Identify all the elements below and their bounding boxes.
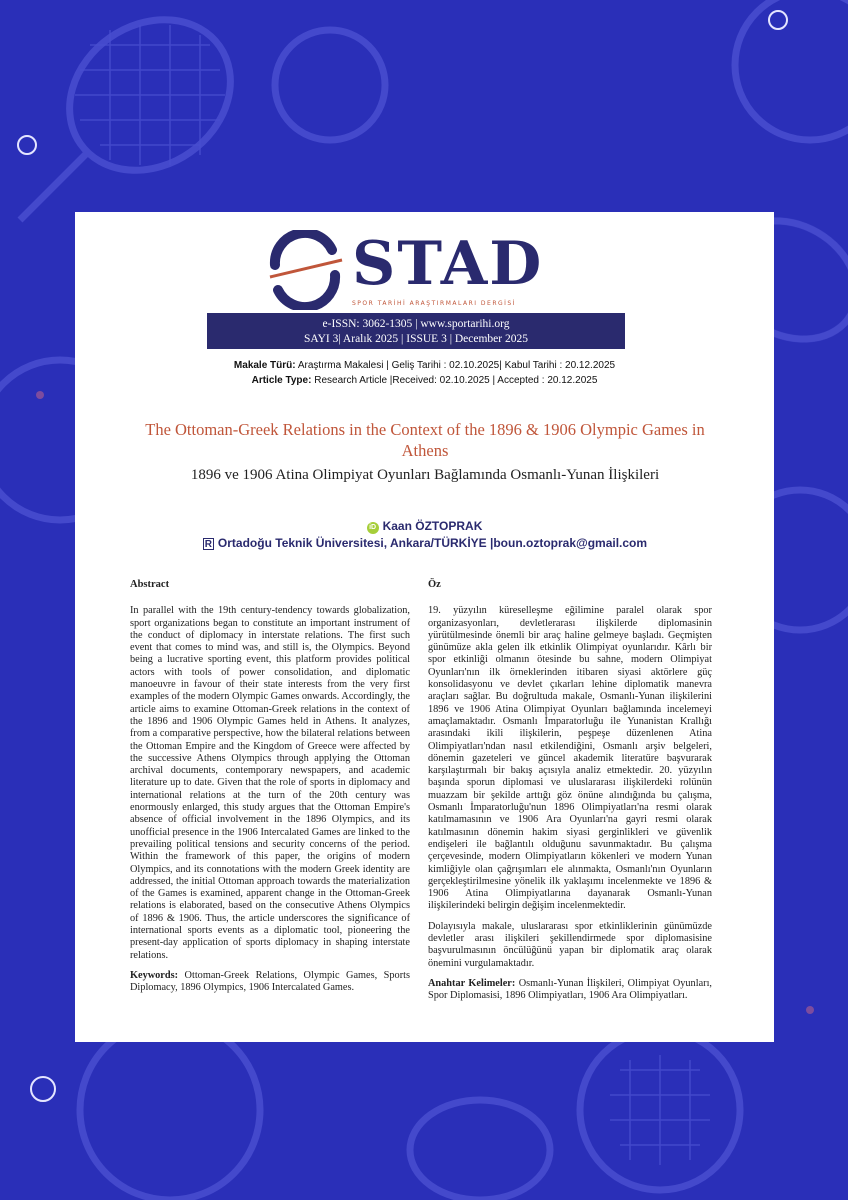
- issn-line: e-ISSN: 3062-1305 | www.sportarihi.org: [322, 318, 510, 330]
- article-type-tr: [75, 360, 774, 371]
- abstract-keywords: [130, 970, 410, 995]
- oz-column: [428, 579, 712, 1011]
- journal-logo-subtitle: SPOR TARİHİ ARAŞTIRMALARI DERGİSİ: [352, 300, 516, 307]
- article-title-en: The Ottoman-Greek Relations in the Context of the 1896 & 1906 Olympic Games in Athens: [145, 420, 705, 460]
- orcid-icon[interactable]: iD: [367, 522, 379, 534]
- abstract-column: [130, 579, 410, 1003]
- article-page: [75, 212, 774, 1042]
- oz-heading: Öz: [428, 579, 441, 590]
- keywords-text: Ottoman-Greek Relations, Olympic Games, Sports Diplomacy, 1896 Olympics, 1906 Intercalated Games.: [130, 969, 410, 994]
- affiliation-text: Ortadoğu Teknik Üniversitesi, Ankara/TÜRKİYE |boun.oztoprak@gmail.com: [217, 536, 648, 550]
- journal-logo: [260, 230, 590, 310]
- anahtar-kelimeler-text: Osmanlı-Yunan İlişkileri, Olimpiyat Oyunları, Spor Diplomasisi, 1896 Olimpiyatları, 1906 Ara Olimpiyatları.: [428, 977, 712, 1002]
- article-type-en: [75, 375, 774, 386]
- article-title-tr: 1896 ve 1906 Atina Olimpiyat Oyunları Bağlamında Osmanlı-Yunan İlişkileri: [190, 467, 660, 483]
- article-type-en-value: Research Article |Received: 02.10.2025 | Accepted : 20.12.2025: [314, 375, 598, 386]
- author-name: Kaan ÖZTOPRAK: [382, 519, 483, 533]
- author-line: [75, 519, 774, 534]
- issue-line: SAYI 3| Aralık 2025 | ISSUE 3 | December 2025: [303, 333, 528, 345]
- stad-emblem-icon: [260, 230, 350, 310]
- oz-text-2: Dolayısıyla makale, uluslararası spor etkinliklerinin günümüzde devletler arası ilişkileri şekillendirmede spor diplomasisine başvurulmasının öncülüğünü yapan bir diplomatik araç olarak önemini vurgulamaktadır.: [428, 920, 712, 969]
- abstract-text: In parallel with the 19th century-tendency towards globalization, sport organizations began to constitute an important instrument of the conduct of diplomacy in interstate relations. The first such event that comes to mind was, and still is, the Olympics. Beyond being a lucrative sporting event, this platform provides political actors with tools of power consolidation, and diplomatic manoeuvre in favour of their state interests from the very first examples of the modern Olympic Games onwards. Accordingly, the article aims to examine Ottoman-Greek relations in the context of the 1896 and 1906 Olympic Games held in Athens. It analyzes, from a comparative perspective, how the bilateral relations between the Ottoman Empire and the Kingdom of Greece were affected by the successive Athens Olympics through applying the Ottoman archival documents, contemporary newspapers, and academic literature up to date. Given that the role of sports in diplomacy and international relations at the turn of the 20th century was enormously enlarged, this study argues that the Ottoman Empire's absence of official involvement in the 1896 Olympics, and its unofficial presence in the 1906 Intercalated Games are linked to the prevailing political tensions and security concerns of the period. Within the framework of this paper, the origins of modern Olympics, and its connotations with the modern Greek identity are addressed, the initial Ottoman approach towards the materialization of the Games is examined, apparent change in the Ottoman-Greek relations is elaborated, based on the consecutive Athens Olympics of 1896 & 1906. Thus, the article underscores the significance of international sports events as a diplomatic tool, pioneering the present-day application of sports diplomacy in shaping interstate relations.: [130, 605, 410, 961]
- ror-icon[interactable]: R: [204, 539, 213, 550]
- affiliation-line: [115, 536, 735, 550]
- keywords-label: Keywords:: [130, 969, 179, 981]
- article-type-en-label: Article Type:: [251, 375, 312, 386]
- oz-keywords: [428, 978, 712, 1003]
- oz-text-1: 19. yüzyılın küreselleşme eğilimine paralel olarak spor organizasyonları, devletlerarası ilişkilerde diplomasinin yürütülmesinde önemli bir araç haline gelmeye başladı. Geçmişten günümüze akla gelen ilk etkinlik Olimpiyat oyunlarıdır. Kârlı bir spor etkinliği olmanın ötesinde bu sahne, modern Olimpiyat Oyunları'nın ilk örneklerinden itibaren siyasi aktörlere güç konsolidasyonu ve devlet çıkarları lehine diplomatik manevra araçları sağlar. Bu doğrultuda makale, Osmanlı-Yunan ilişkilerini 1896 ve 1906 Atina Olimpiyat Oyunları bağlamında incelemeyi amaçlamaktadır. Osmanlı İmparatorluğu ile Yunanistan Krallığı arasındaki ikili ilişkilerin, peşpeşe düzenlenen Atina Olimpiyatları'ndan nasıl etkilendiğini, Osmanlı arşiv belgeleri, dönemin gazeteleri ve güncel akademik literatüre başvurarak karşılaştırmalı bir bakış açısıyla analiz etmektedir. 20. yüzyılın başında sporun diplomasi ve uluslararası ilişkilerdeki rolünün muazzam bir şekilde arttığı göz önüne alındığında bu çalışma, Osmanlı İmparatorluğu'nun 1896 Olimpiyatları'na resmi olarak katılmamasının ve 1906 Ara Oyunları'na gayri resmi olarak katılmasının dönemin hakim siyasi gerginlikleri ve güvenlik endişeleri ile bağlantılı olduğunu savunmaktadır. Bu çalışma çerçevesinde, modern Olimpiyatların kökenleri ve modern Yunan kimliğiyle olan çağrışımları ele alınmakta, Osmanlı'nın Oyunların gerçekleştirilmesine yönelik ilk yaklaşımı incelenmekte ve 1896 & 1906 Atina Olimpiyatlarına dayanarak Osmanlı-Yunan ilişkilerindeki belirgin değişim incelenmektedir.: [428, 605, 712, 912]
- article-type-tr-label: Makale Türü:: [233, 360, 296, 371]
- abstract-heading: Abstract: [130, 579, 170, 590]
- anahtar-kelimeler-label: Anahtar Kelimeler:: [428, 977, 516, 989]
- issn-banner: [207, 313, 625, 349]
- article-type-tr-value: Araştırma Makalesi | Geliş Tarihi : 02.10.2025| Kabul Tarihi : 20.12.2025: [297, 360, 616, 371]
- journal-logo-text: STAD: [352, 229, 544, 299]
